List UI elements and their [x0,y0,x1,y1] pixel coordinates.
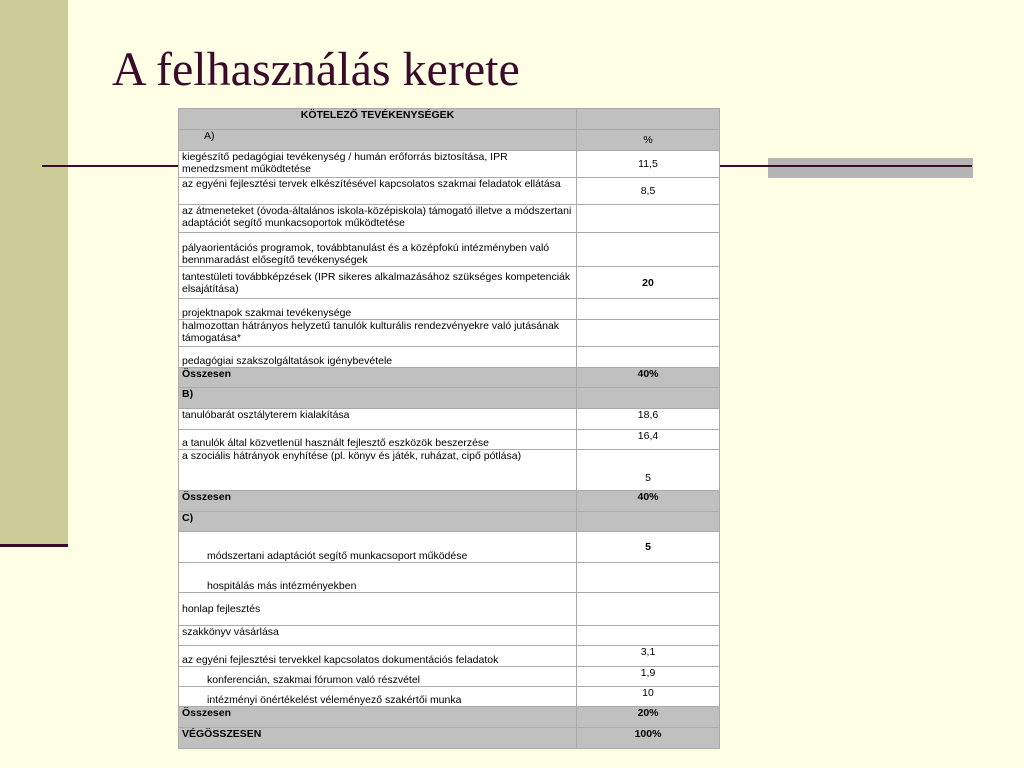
section-c-empty-cell [577,512,720,532]
value-cell: 5 [577,450,720,491]
activity-cell: intézményi önértékelést véleményező szakértői munka [179,687,577,707]
activity-cell: hospitálás más intézményekben [179,563,577,593]
table-row [179,299,720,320]
section-c-label: C) [179,512,577,532]
subtotal-label: Összesen [179,491,577,512]
grand-total-row [179,728,720,749]
right-decorative-bar [768,158,973,178]
value-cell: 16,4 [577,430,720,450]
activity-cell: kiegészítő pedagógiai tevékenység / humán erőforrás biztosítása, IPR menedzsment működtetése [179,151,577,178]
table-row [179,409,720,430]
value-cell: 18,6 [577,409,720,430]
value-cell: 11,5 [577,151,720,178]
value-cell: 10 [577,687,720,707]
table-row [179,151,720,178]
activity-cell: szakkönyv vásárlása [179,626,577,646]
table-row [179,646,720,667]
subtotal-value: 20% [577,707,720,728]
value-cell [577,299,720,320]
table-row [179,450,720,491]
table-header-row [179,109,720,130]
activity-cell: projektnapok szakmai tevékenysége [179,299,577,320]
subtotal-value: 40% [577,368,720,388]
table-row [179,593,720,626]
grand-total-value: 100% [577,728,720,749]
slide-title: A felhasználás kerete [112,43,520,96]
left-decorative-bar [0,0,68,546]
table-row [179,178,720,205]
table-row [179,320,720,347]
table-row [179,532,720,563]
activity-cell: az átmeneteket (óvoda-általános iskola-középiskola) támogató illetve a módszertani adaptációt segítő munkacsoportok működtetése [179,205,577,233]
activity-cell: a tanulók által közvetlenül használt fejlesztő eszközök beszerzése [179,430,577,450]
activity-cell: tantestületi továbbképzések (IPR sikeres alkalmazásához szükséges kompetenciák elsajátítása) [179,267,577,299]
table-row [179,205,720,233]
value-cell [577,347,720,368]
activity-cell: módszertani adaptációt segítő munkacsoport működése [179,532,577,563]
grand-total-label: VÉGÖSSZESEN [179,728,577,749]
header-mandatory-activities: KÖTELEZŐ TEVÉKENYSÉGEK [179,109,577,130]
percent-header: % [577,130,720,151]
section-b-header-row [179,388,720,409]
activity-cell: tanulóbarát osztályterem kialakítása [179,409,577,430]
activity-cell: konferencián, szakmai fórumon való részvétel [179,667,577,687]
value-cell [577,233,720,267]
subtotal-label: Összesen [179,707,577,728]
allocation-table [178,108,719,749]
value-cell [577,626,720,646]
value-cell: 8,5 [577,178,720,205]
value-cell [577,563,720,593]
header-empty-cell [577,109,720,130]
table-row [179,626,720,646]
value-cell: 20 [577,267,720,299]
section-a-header-row [179,130,720,151]
table-row [179,687,720,707]
value-cell [577,320,720,347]
section-b-empty-cell [577,388,720,409]
value-cell: 5 [577,532,720,563]
subtotal-row-c [179,707,720,728]
table-row [179,347,720,368]
activity-cell: halmozottan hátrányos helyzetű tanulók kulturális rendezvényekre való jutásának támogatása* [179,320,577,347]
activity-cell: pályaorientációs programok, továbbtanulást és a középfokú intézményben való bennmaradást elősegítő tevékenységek [179,233,577,267]
section-c-header-row [179,512,720,532]
left-bar-underline [0,544,68,547]
value-cell: 3,1 [577,646,720,667]
value-cell: 1,9 [577,667,720,687]
activity-cell: pedagógiai szakszolgáltatások igénybevétele [179,347,577,368]
table-row [179,667,720,687]
activity-cell: az egyéni fejlesztési tervekkel kapcsolatos dokumentációs feladatok [179,646,577,667]
table-row [179,267,720,299]
section-b-label: B) [179,388,577,409]
subtotal-row-b [179,491,720,512]
activity-cell: az egyéni fejlesztési tervek elkészítésével kapcsolatos szakmai feladatok ellátása [179,178,577,205]
value-cell [577,593,720,626]
table-row [179,233,720,267]
section-a-label: A) [179,130,577,151]
table-row [179,430,720,450]
value-cell [577,205,720,233]
activity-cell: honlap fejlesztés [179,593,577,626]
subtotal-row-a [179,368,720,388]
activity-cell: a szociális hátrányok enyhítése (pl. könyv és játék, ruházat, cipő pótlása) [179,450,577,491]
table-row [179,563,720,593]
subtotal-value: 40% [577,491,720,512]
subtotal-label: Összesen [179,368,577,388]
